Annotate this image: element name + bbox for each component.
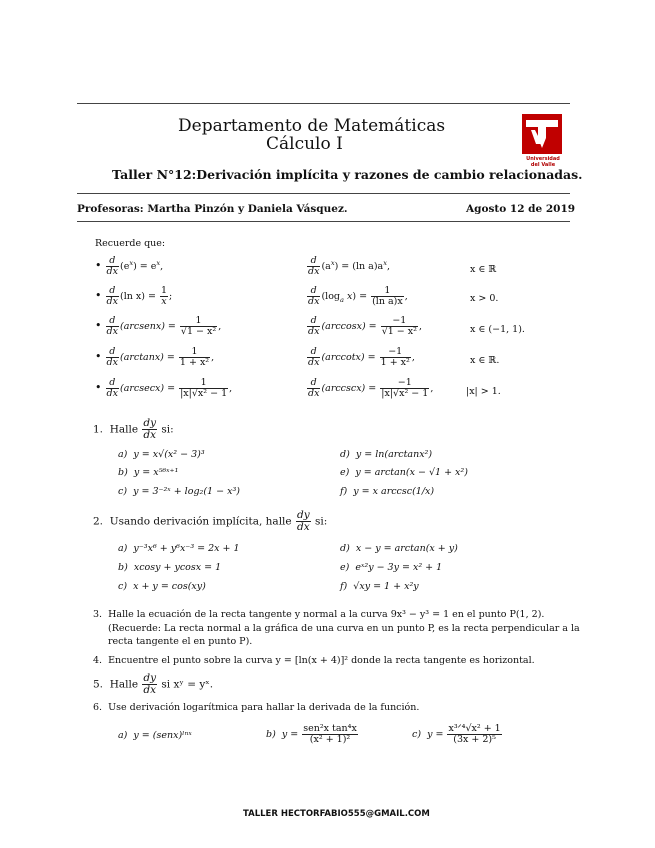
mid-rule — [77, 193, 570, 194]
cond-4: x ∈ ℝ. — [470, 355, 500, 366]
q2-item-f: f) √xy = 1 + x²y — [340, 581, 419, 592]
q1-item-a: a) y = x√(x² − 3)³ — [118, 449, 205, 460]
q2-item-b: b) xcosy + ycosx = 1 — [118, 562, 222, 573]
date-line: Agosto 12 de 2019 — [466, 203, 576, 215]
question-2: 2. Usando derivación implícita, halle $\frac{dy}{dx}$ si: — [93, 509, 328, 534]
question-3: 3. Halle la ecuación de la recta tangente y normal a la curva 9x³ − y³ = 1 en el punto P(1, 2). — [93, 609, 545, 620]
formula-arccot: $\frac{d}{dx}$ (arccotx) = $\frac{-1}{\text{1 + x²}}$ , — [308, 346, 415, 368]
cond-2: x > 0. — [470, 293, 499, 304]
cond-1: x ∈ ℝ — [470, 264, 497, 275]
q1-item-c: c) y = 3⁻²ˣ + log₂(1 − x³) — [118, 486, 240, 497]
q2-item-e: e) eˣ²y − 3y = x² + 1 — [340, 562, 443, 573]
question-5: 5. Halle $\frac{dy}{dx}$ si xʸ = yˣ. — [93, 672, 214, 697]
q1-item-e: e) y = arctan(x − √1 + x²) — [340, 467, 468, 478]
q1-item-b: b) y = x⁵⁶ˣ⁺¹ — [118, 467, 179, 478]
question-1: 1. Halle $\frac{dy}{dx}$ si: — [93, 417, 174, 442]
q1-item-d: d) y = ln(arctanx²) — [340, 449, 433, 460]
cond-5: |x| > 1. — [466, 386, 501, 397]
formula-ax: $\frac{d}{dx}$ $(a^x) = (\ln$ $a)a^x$, — [308, 255, 390, 277]
footer-email: TALLER HECTORFABIO555@GMAIL.COM — [243, 809, 430, 819]
bottom-rule — [77, 221, 570, 222]
formula-arccsc: $\frac{d}{dx}$ (arccscx) = $\frac{-1}{\text{|x|√x² − 1}}$ , — [308, 377, 434, 399]
formula-ln: • $\frac{d}{dx}$ (ln x) = $\frac{1}{x}$ ; — [95, 285, 173, 307]
university-logo-icon — [522, 114, 562, 154]
cond-3: x ∈ (−1, 1). — [470, 324, 525, 335]
logo-text-2: del Valle — [530, 162, 556, 168]
q6-item-a: a) y = (senx)ˡⁿˣ — [118, 730, 192, 741]
q2-item-c: c) x + y = cos(xy) — [118, 581, 206, 592]
q6-item-c: c) y = $\frac{\text{x³ᐟ⁴√x² + 1}}{\text{(3x + 2)⁵}}$ — [412, 723, 501, 745]
formula-exp: • $\frac{d}{dx}$ $(e^x) = e^x$, — [95, 255, 164, 277]
question-6: 6. Use derivación logarítmica para hallar la derivada de la función. — [93, 702, 420, 713]
question-4: 4. Encuentre el punto sobre la curva y = [ln(x + 4)]² donde la recta tangente es horizontal. — [93, 655, 535, 666]
question-3-line2: (Recuerde: La recta normal a la gráfica de una curva en un punto P, es la recta perpendicular a la — [108, 623, 580, 634]
professors-line: Profesoras: Martha Pinzón y Daniela Vásquez. — [77, 203, 348, 215]
question-3-line3: recta tangente el en punto P). — [108, 636, 253, 647]
formula-arccos: $\frac{d}{dx}$ (arccosx) = $\frac{-1}{\text{√1 − x²}}$ , — [308, 315, 422, 337]
formula-log: $\frac{d}{dx}$ ($\log_a$ x) = $\frac{1}{\text{(ln a)x}}$ , — [308, 285, 408, 307]
department-title: Departamento de Matemáticas — [178, 116, 446, 136]
q6-item-b: b) y = $\frac{\text{sen²x tan⁴x}}{\text{(x² + 1)²}}$ — [266, 723, 357, 745]
top-rule — [77, 103, 570, 104]
logo-text-1: Universidad — [526, 156, 560, 162]
q2-item-d: d) x − y = arctan(x + y) — [340, 543, 458, 554]
formula-arcsec: • $\frac{d}{dx}$ (arcsecx) = $\frac{1}{\text{|x|√x² − 1}}$ , — [95, 377, 233, 399]
q2-item-a: a) y⁻³x⁶ + y⁶x⁻³ = 2x + 1 — [118, 543, 240, 554]
recall-intro: Recuerde que: — [95, 238, 166, 249]
formula-arcsen: • $\frac{d}{dx}$ (arcsenx) = $\frac{1}{\text{√1 − x²}}$ , — [95, 315, 222, 337]
course-title: Cálculo I — [266, 134, 343, 154]
workshop-title: Taller N°12:Derivación implícita y razones de cambio relacionadas. — [112, 167, 583, 182]
q1-item-f: f) y = x arccsc(1/x) — [340, 486, 435, 497]
formula-arctan: • $\frac{d}{dx}$ (arctanx) = $\frac{1}{\text{1 + x²}}$ , — [95, 346, 215, 368]
